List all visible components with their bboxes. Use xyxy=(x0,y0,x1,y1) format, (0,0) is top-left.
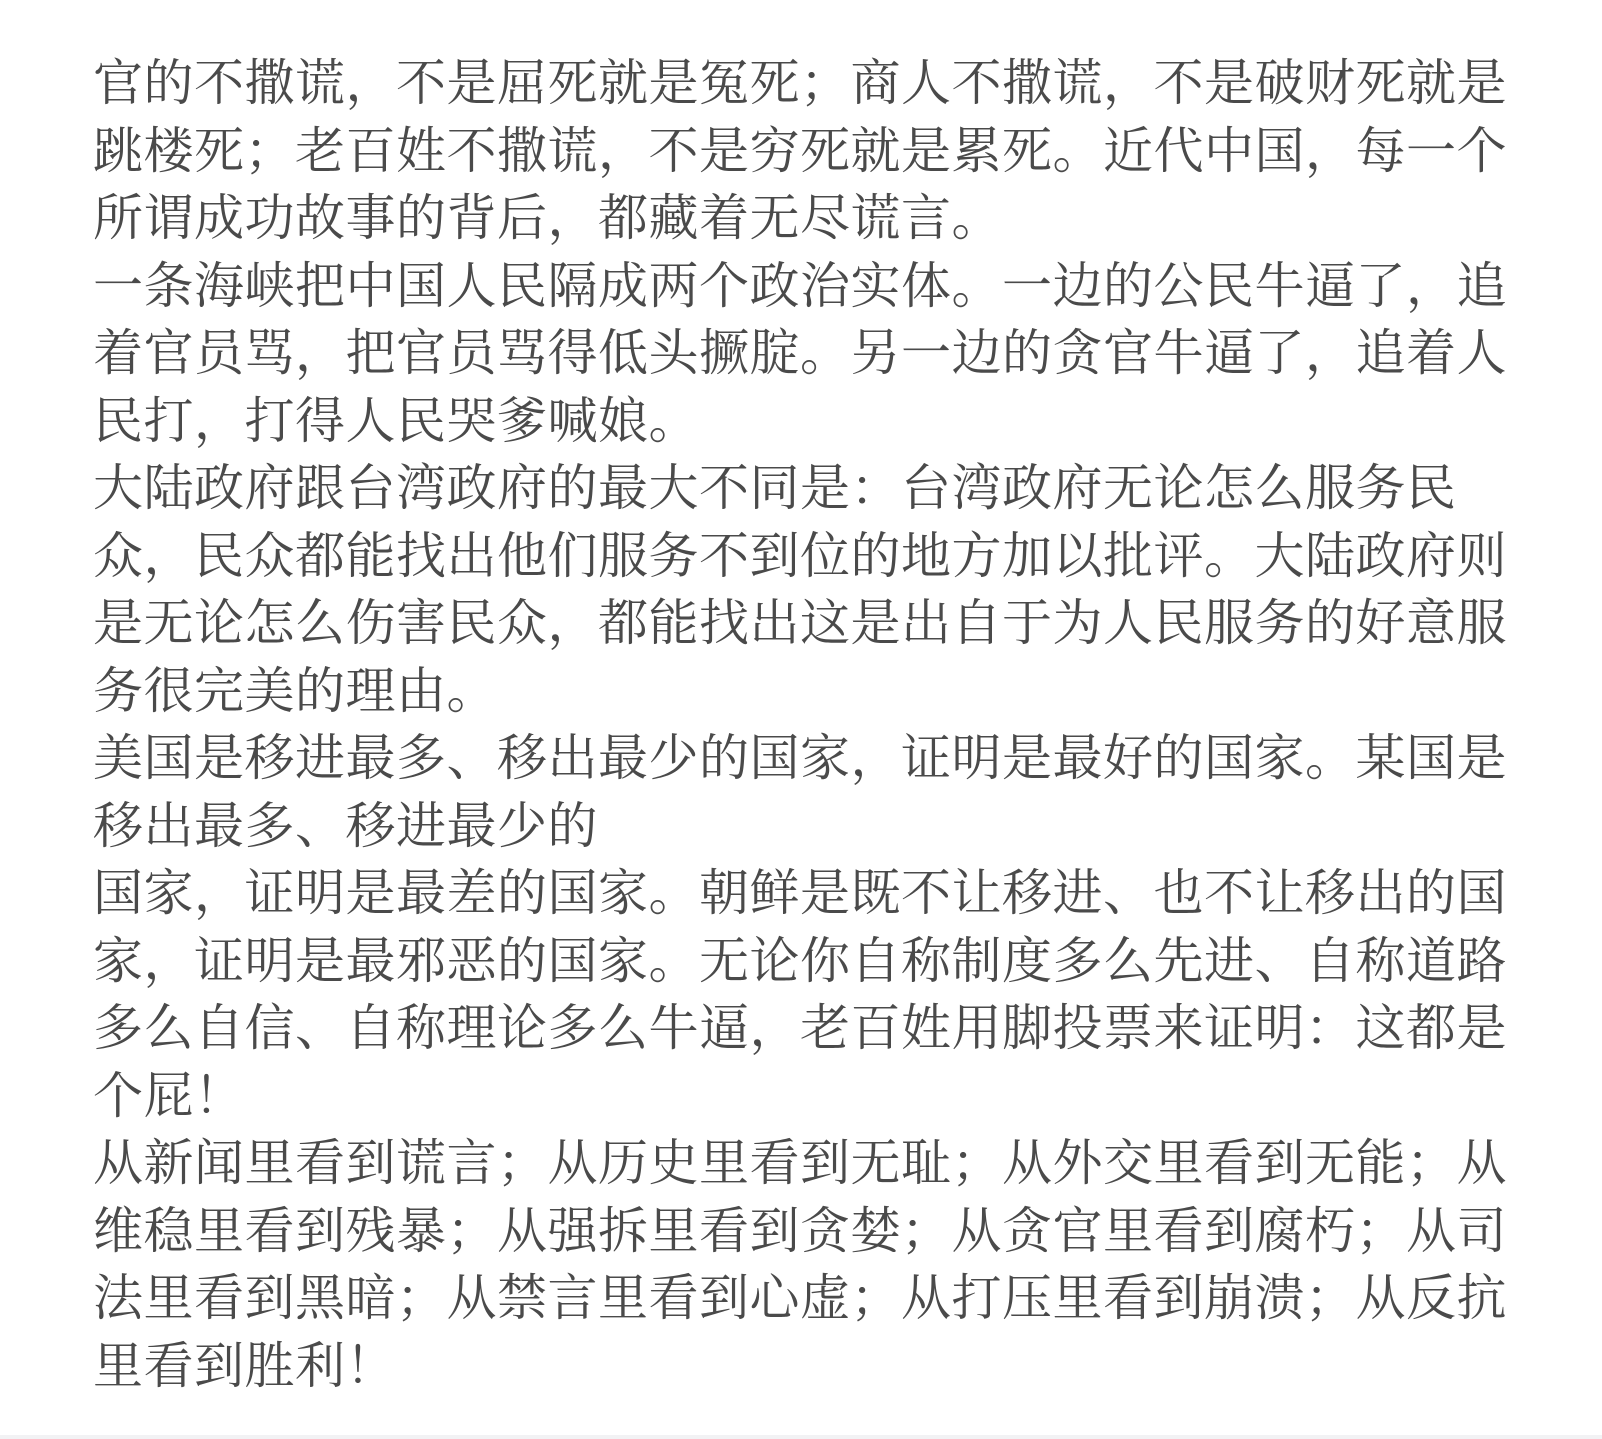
text-line: 美国是移进最多、移出最少的国家，证明是最好的国家。某国是 xyxy=(93,730,1507,786)
bottom-divider xyxy=(0,1435,1602,1439)
text-line: 一条海峡把中国人民隔成两个政治实体。一边的公民牛逼了，追 xyxy=(93,257,1507,314)
text-line: 众，民众都能找出他们服务不到位的地方加以批评。大陆政府则 xyxy=(93,527,1507,584)
text-line: 官的不撒谎，不是屈死就是冤死；商人不撒谎，不是破财死就是 xyxy=(93,55,1507,111)
text-line: 务很完美的理由。 xyxy=(93,662,497,719)
text-line: 跳楼死；老百姓不撒谎，不是穷死就是累死。近代中国，每一个 xyxy=(93,122,1507,179)
text-line: 着官员骂，把官员骂得低头撅腚。另一边的贪官牛逼了，追着人 xyxy=(93,325,1507,381)
text-line: 国家，证明是最差的国家。朝鲜是既不让移进、也不让移出的国 xyxy=(93,865,1507,921)
text-line: 所谓成功故事的背后，都藏着无尽谎言。 xyxy=(93,190,1002,246)
text-line: 大陆政府跟台湾政府的最大不同是：台湾政府无论怎么服务民 xyxy=(93,460,1457,516)
text-line: 多么自信、自称理论多么牛逼，老百姓用脚投票来证明：这都是 xyxy=(93,1000,1507,1056)
text-line: 移出最多、移进最少的 xyxy=(93,797,598,854)
text-line: 从新闻里看到谎言；从历史里看到无耻；从外交里看到无能；从 xyxy=(93,1135,1507,1191)
text-line: 家，证明是最邪恶的国家。无论你自称制度多么先进、自称道路 xyxy=(93,932,1507,989)
text-line: 是无论怎么伤害民众，都能找出这是出自于为人民服务的好意服 xyxy=(93,595,1507,651)
text-line: 个屁！ xyxy=(93,1067,245,1124)
text-line: 法里看到黑暗；从禁言里看到心虚；从打压里看到崩溃；从反抗 xyxy=(93,1270,1507,1326)
text-line: 里看到胜利！ xyxy=(93,1337,396,1394)
text-line: 维稳里看到残暴；从强拆里看到贪婪；从贪官里看到腐朽；从司 xyxy=(93,1202,1507,1259)
text-line: 民打，打得人民哭爹喊娘。 xyxy=(93,392,699,449)
text-document xyxy=(93,50,1542,1400)
